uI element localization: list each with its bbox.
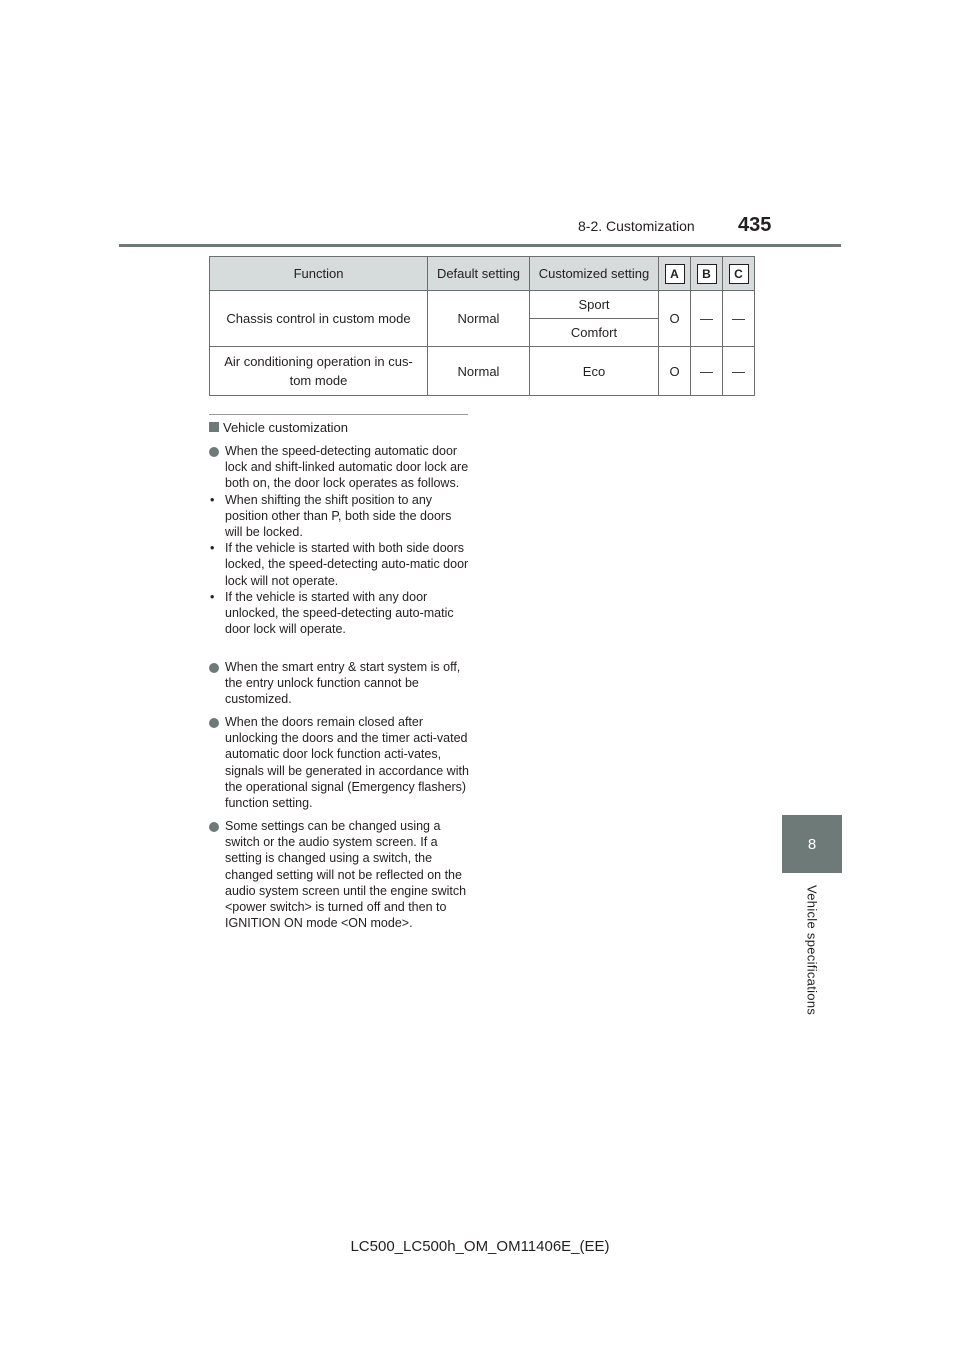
row2-col-a: O (659, 347, 691, 396)
header-col-a (659, 257, 691, 291)
note-text: Some settings can be changed using a switch or the audio system screen. If a setting is changed using a switch, the changed setting will not be reflected on the audio system screen until the engine switch <power switch> is turned off and then to IGNITION ON mode <ON mode>. (225, 819, 467, 931)
document-code: LC500_LC500h_OM_OM11406E_(EE) (350, 1238, 610, 1255)
note-sublist (209, 492, 471, 638)
table-header-row (210, 257, 755, 291)
header-col-b (691, 257, 723, 291)
page-number: 435 (738, 214, 772, 236)
dot-bullet-icon: • (210, 541, 215, 556)
row1-function: Chassis control in custom mode (210, 291, 428, 347)
header-customized: Customized setting (530, 257, 659, 291)
settings-table (209, 256, 755, 396)
row2-default: Normal (428, 347, 530, 396)
row2-function-line1: Air conditioning operation in cus- (224, 354, 413, 369)
header-rule (119, 244, 841, 247)
list-item: • If the vehicle is started with both side doors locked, the speed-detecting auto-matic door lock will not operate. (210, 541, 469, 588)
row2-function (210, 347, 428, 396)
row2-function-line2: tom mode (289, 373, 348, 388)
note-text: When the doors remain closed after unlocking the doors and the timer acti-vated automatic door lock function acti-vates, signals will be generated in accordance with the operational signal (Emergency flashers) function setting. (225, 715, 469, 811)
label-c-icon: C (729, 264, 749, 284)
chapter-tab (782, 815, 842, 873)
section-divider (209, 414, 468, 415)
circle-bullet-icon (209, 718, 219, 728)
header-function: Function (210, 257, 428, 291)
note-item (209, 714, 471, 811)
row1-col-c: — (723, 291, 755, 347)
row1-customized-comfort: Comfort (530, 319, 659, 347)
note-text: When the speed-detecting automatic door lock and shift-linked automatic door lock are both on, the door lock operates as follows. (225, 444, 469, 491)
note-item (209, 443, 471, 637)
header-col-c (723, 257, 755, 291)
label-a-icon: A (665, 264, 685, 284)
note-text: When the smart entry & start system is off, the entry unlock function cannot be customized. (225, 660, 461, 707)
table-row (210, 291, 755, 319)
circle-bullet-icon (209, 663, 219, 673)
row1-col-b: — (691, 291, 723, 347)
chapter-label: Vehicle specifications (804, 885, 820, 1016)
row1-col-a: O (659, 291, 691, 347)
note-item (209, 659, 471, 708)
circle-bullet-icon (209, 822, 219, 832)
row2-col-c: — (723, 347, 755, 396)
label-b-icon: B (697, 264, 717, 284)
section-heading (209, 420, 348, 435)
square-bullet-icon (209, 422, 219, 432)
row1-customized-sport: Sport (530, 291, 659, 319)
list-item: • If the vehicle is started with any door unlocked, the speed-detecting auto-matic door lock will operate. (210, 589, 454, 637)
dot-bullet-icon: • (210, 492, 215, 507)
section-title: 8-2. Customization (578, 218, 695, 234)
row2-col-b: — (691, 347, 723, 396)
list-item: • When shifting the shift position to any position other than P, both side the doors will be locked. (210, 492, 452, 540)
table-row (210, 347, 755, 396)
note-item (209, 818, 471, 931)
chapter-number: 8 (807, 835, 817, 853)
row1-default: Normal (428, 291, 530, 347)
circle-bullet-icon (209, 447, 219, 457)
section-heading-text: Vehicle customization (223, 420, 349, 435)
header-default: Default setting (428, 257, 530, 291)
dot-bullet-icon: • (210, 589, 215, 604)
row2-customized: Eco (530, 347, 659, 396)
